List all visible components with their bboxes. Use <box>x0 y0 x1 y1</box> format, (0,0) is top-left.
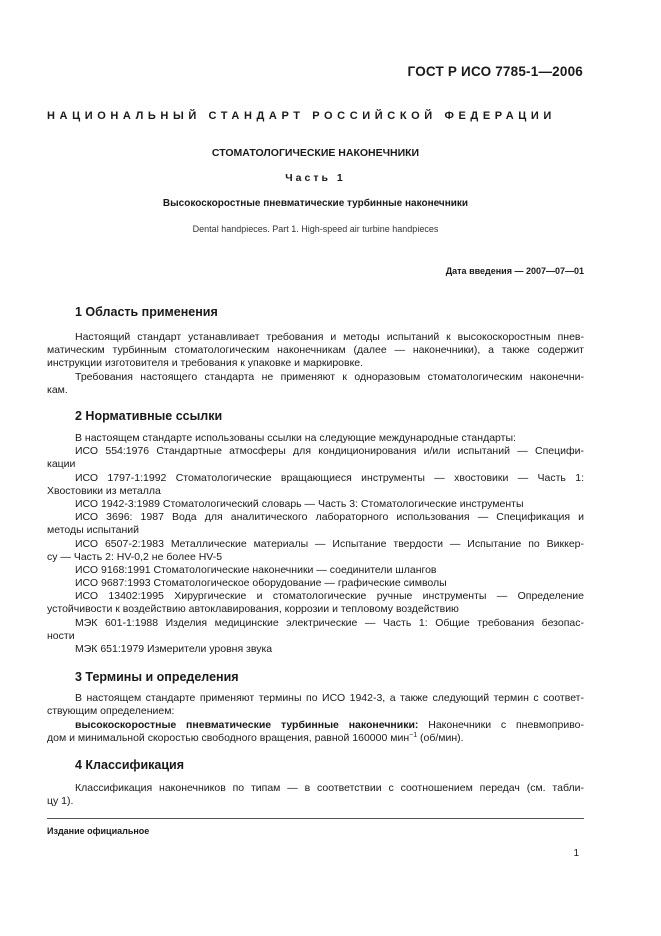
term-definition-line <box>47 732 464 745</box>
footer-divider <box>47 818 584 819</box>
reference-line: ИСО 6507-2:1983 Металлические материалы — Испытание твердости — Испытание по Виккер- <box>75 538 584 550</box>
term: высокоскоростные пневматические турбинные наконечники: <box>75 719 419 731</box>
section-2-heading: 2 Нормативные ссылки <box>75 409 223 423</box>
reference-line: ИСО 554:1976 Стандартные атмосферы для кондиционирования и/или испытаний — Специфи- <box>75 445 584 457</box>
reference-line: ИСО 13402:1995 Хирургические и стоматологические ручные инструменты — Определение <box>75 590 584 602</box>
section-3-heading: 3 Термины и определения <box>75 670 239 684</box>
section-2-line: В настоящем стандарте использованы ссылки на следующие международные стандарты: <box>75 432 516 444</box>
introduction-date: Дата введения — 2007—07—01 <box>445 266 584 276</box>
reference-line: ности <box>47 630 75 642</box>
section-1-line: инструкции изготовителя и требования к упаковке и маркировке. <box>47 357 364 369</box>
reference-line: ИСО 3696: 1987 Вода для аналитического лабораторного использования — Спецификация и <box>75 511 584 523</box>
reference-line: ИСО 1942-3:1989 Стоматологический словарь — Часть 3: Стоматологические инструменты <box>75 498 524 510</box>
reference-line: Хвостовики из металла <box>47 485 161 497</box>
section-1-line: Настоящий стандарт устанавливает требования и методы испытаний к высокоскоростным пнев- <box>75 331 584 343</box>
reference-line: методы испытаний <box>47 524 140 536</box>
term-definition: (об/мин). <box>417 732 464 744</box>
reference-line: МЭК 651:1979 Измерители уровня звука <box>75 643 273 655</box>
term-definition-line <box>75 719 584 732</box>
term-definition: дом и минимальной скоростью свободного вращения, равной 160000 мин <box>47 732 410 744</box>
superscript: −1 <box>409 732 418 739</box>
section-4-heading: 4 Классификация <box>75 758 185 772</box>
section-1-line: матическим турбинным стоматологическим наконечникам (далее — наконечники), а также содержит <box>47 344 584 356</box>
section-1-heading: 1 Область применения <box>75 305 218 319</box>
section-3-line: ствующим определением: <box>47 705 175 717</box>
reference-line: су — Часть 2: HV-0,2 не более HV-5 <box>47 551 223 563</box>
english-title: Dental handpieces. Part 1. High-speed air turbine handpieces <box>192 224 439 234</box>
section-1-line: Требования настоящего стандарта не применяют к одноразовым стоматологическим наконечни- <box>75 371 584 383</box>
reference-line: ИСО 9687:1993 Стоматологическое оборудование — графические символы <box>75 577 447 589</box>
reference-line: ИСО 9168:1991 Стоматологические наконечники — соединители шлангов <box>75 564 437 576</box>
reference-line: ИСО 1797-1:1992 Стоматологические вращающиеся инструменты — хвостовики — Часть 1: <box>75 472 584 484</box>
section-4-line: цу 1). <box>47 795 74 807</box>
page-number: 1 <box>573 848 579 859</box>
standard-title: СТОМАТОЛОГИЧЕСКИЕ НАКОНЕЧНИКИ <box>211 147 420 159</box>
section-1-line: кам. <box>47 384 68 396</box>
term-definition: Наконечники с пневмоприво- <box>428 719 584 731</box>
gost-number: ГОСТ Р ИСО 7785-1—2006 <box>407 64 583 79</box>
reference-line: кации <box>47 458 76 470</box>
part-title: Высокоскоростные пневматические турбинные наконечники <box>162 198 469 209</box>
reference-line: МЭК 601-1:1988 Изделия медицинские электрические — Часть 1: Общие требования безопас- <box>75 617 584 629</box>
official-edition-label: Издание официальное <box>47 826 150 836</box>
national-standard-banner: НАЦИОНАЛЬНЫЙ СТАНДАРТ РОССИЙСКОЙ ФЕДЕРАЦИИ <box>47 110 556 122</box>
reference-line: устойчивости к воздействию автоклавирования, коррозии и тепловому воздействию <box>47 603 459 615</box>
section-4-line: Классификация наконечников по типам — в соответствии с соотношением передач (см. табли- <box>75 782 584 794</box>
part-label: Часть 1 <box>285 172 346 184</box>
section-3-line: В настоящем стандарте применяют термины по ИСО 1942-3, а также следующий термин с соответ- <box>75 692 584 704</box>
